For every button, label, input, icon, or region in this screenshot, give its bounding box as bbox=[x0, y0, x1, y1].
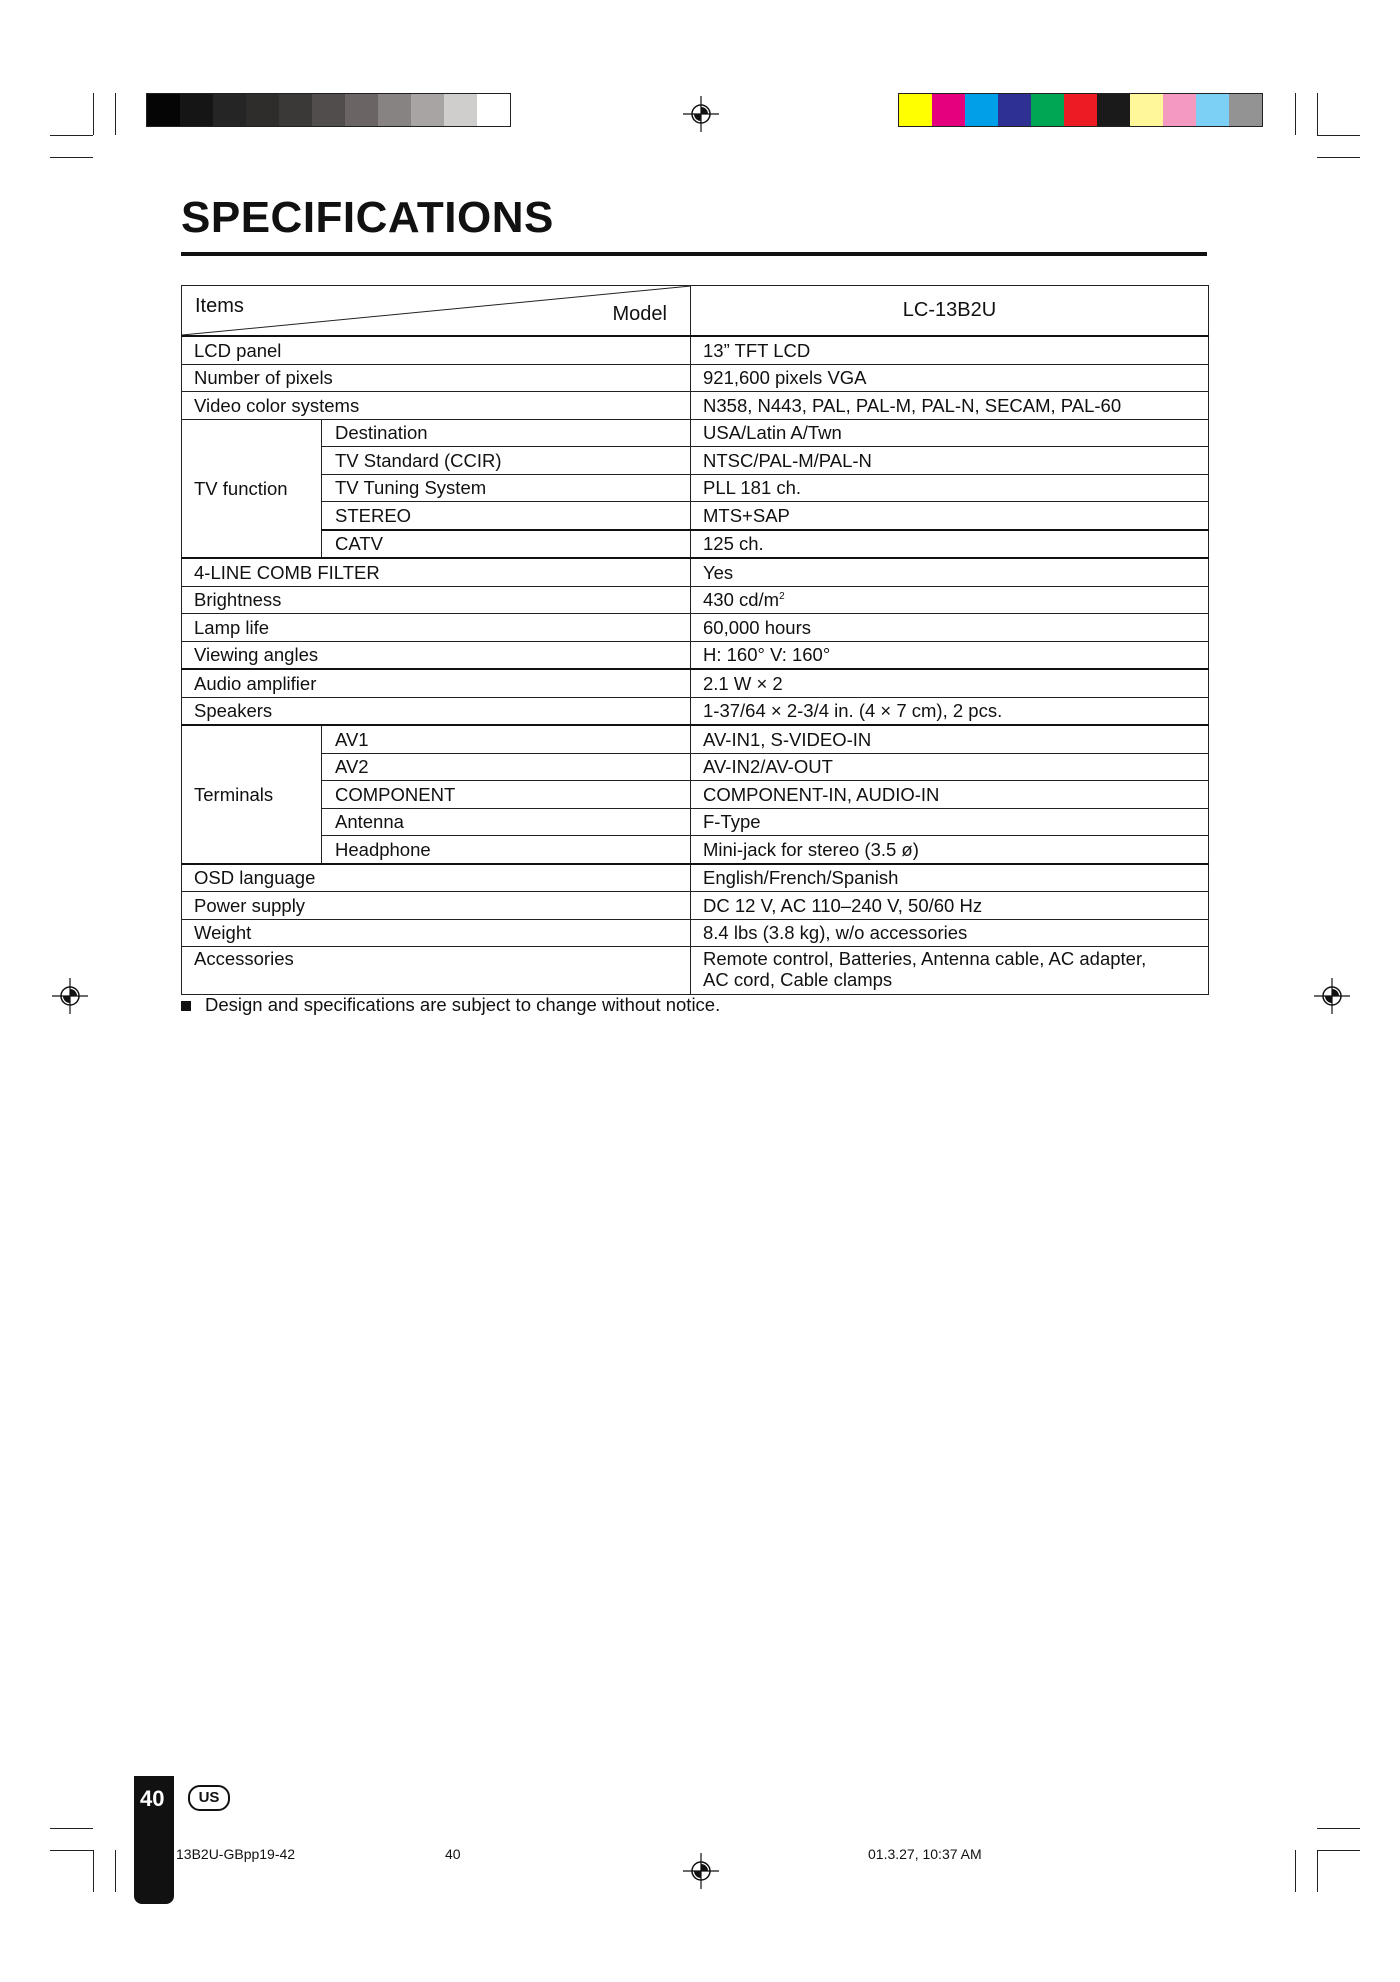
color-swatch bbox=[932, 94, 965, 126]
color-swatch bbox=[998, 94, 1031, 126]
spec-value: 2.1 W × 2 bbox=[691, 669, 1209, 697]
spec-label: OSD language bbox=[182, 864, 691, 892]
spec-value: F-Type bbox=[691, 808, 1209, 836]
crop-mark bbox=[1317, 1850, 1360, 1851]
spec-sub-label: TV Standard (CCIR) bbox=[322, 447, 691, 475]
title-rule bbox=[181, 252, 1207, 256]
spec-value: Yes bbox=[691, 558, 1209, 586]
spec-sub-label: Antenna bbox=[322, 808, 691, 836]
spec-value: 1-37/64 × 2-3/4 in. (4 × 7 cm), 2 pcs. bbox=[691, 697, 1209, 725]
footer-page: 40 bbox=[445, 1846, 461, 1862]
header-diagonal-cell bbox=[182, 286, 691, 337]
spec-value: Mini-jack for stereo (3.5 ø) bbox=[691, 836, 1209, 864]
footer-filename: 13B2U-GBpp19-42 bbox=[176, 1846, 296, 1862]
spec-label: Power supply bbox=[182, 892, 691, 920]
crop-mark bbox=[93, 1850, 94, 1892]
superscript: 2 bbox=[779, 591, 785, 603]
table-row bbox=[182, 836, 1209, 864]
crop-mark bbox=[1317, 135, 1360, 136]
table-row bbox=[182, 919, 1209, 947]
spec-label: Brightness bbox=[182, 586, 691, 614]
spec-value: PLL 181 ch. bbox=[691, 474, 1209, 502]
table-row bbox=[182, 586, 1209, 614]
region-badge: US bbox=[188, 1785, 230, 1811]
spec-group-label: TV function bbox=[182, 419, 322, 558]
color-swatch bbox=[1031, 94, 1064, 126]
table-row bbox=[182, 392, 1209, 420]
table-row bbox=[182, 447, 1209, 475]
gray-swatch bbox=[180, 94, 213, 126]
table-row bbox=[182, 614, 1209, 642]
gray-swatch bbox=[444, 94, 477, 126]
table-row bbox=[182, 725, 1209, 753]
registration-mark-icon bbox=[1314, 978, 1350, 1014]
spec-value: AV-IN1, S-VIDEO-IN bbox=[691, 725, 1209, 753]
color-swatch bbox=[1196, 94, 1229, 126]
spec-sub-label: Destination bbox=[322, 419, 691, 447]
table-row bbox=[182, 502, 1209, 530]
spec-label: 4-LINE COMB FILTER bbox=[182, 558, 691, 586]
footnote bbox=[181, 994, 720, 1016]
spec-value: DC 12 V, AC 110–240 V, 50/60 Hz bbox=[691, 892, 1209, 920]
color-swatch bbox=[965, 94, 998, 126]
crop-mark bbox=[1295, 1850, 1296, 1892]
spec-group-label: Terminals bbox=[182, 725, 322, 864]
table-row bbox=[182, 530, 1209, 559]
table-header-row bbox=[182, 286, 1209, 337]
color-calibration-bar bbox=[898, 93, 1263, 127]
spec-value: H: 160° V: 160° bbox=[691, 641, 1209, 669]
color-swatch bbox=[899, 94, 932, 126]
bullet-square-icon bbox=[181, 1001, 191, 1011]
page-title: SPECIFICATIONS bbox=[181, 193, 554, 242]
spec-sub-label: STEREO bbox=[322, 502, 691, 530]
header-items-label: Items bbox=[195, 295, 244, 317]
registration-mark-icon bbox=[52, 978, 88, 1014]
spec-label: Viewing angles bbox=[182, 641, 691, 669]
accessories-line-1: Remote control, Batteries, Antenna cable, AC adapter, bbox=[703, 948, 1147, 969]
table-row bbox=[182, 419, 1209, 447]
page-number: 40 bbox=[140, 1786, 165, 1811]
table-row bbox=[182, 753, 1209, 781]
table-row bbox=[182, 947, 1209, 995]
crop-mark bbox=[1317, 1828, 1360, 1829]
gray-swatch bbox=[147, 94, 180, 126]
gray-swatch bbox=[345, 94, 378, 126]
crop-mark bbox=[115, 1850, 116, 1892]
color-swatch bbox=[1097, 94, 1130, 126]
spec-label: Weight bbox=[182, 919, 691, 947]
spec-label: Accessories bbox=[182, 947, 691, 995]
spec-value: 60,000 hours bbox=[691, 614, 1209, 642]
crop-mark bbox=[93, 93, 94, 135]
grayscale-calibration-bar bbox=[146, 93, 511, 127]
gray-swatch bbox=[312, 94, 345, 126]
crop-mark bbox=[1295, 93, 1296, 135]
gray-swatch bbox=[213, 94, 246, 126]
table-row bbox=[182, 558, 1209, 586]
spec-value bbox=[691, 586, 1209, 614]
table-row bbox=[182, 781, 1209, 809]
color-swatch bbox=[1229, 94, 1262, 126]
spec-label: Video color systems bbox=[182, 392, 691, 420]
spec-value: AV-IN2/AV-OUT bbox=[691, 753, 1209, 781]
gray-swatch bbox=[246, 94, 279, 126]
spec-sub-label: COMPONENT bbox=[322, 781, 691, 809]
crop-mark bbox=[50, 157, 93, 158]
spec-value: English/French/Spanish bbox=[691, 864, 1209, 892]
spec-value: MTS+SAP bbox=[691, 502, 1209, 530]
gray-swatch bbox=[477, 94, 510, 126]
table-row bbox=[182, 864, 1209, 892]
spec-value: N358, N443, PAL, PAL-M, PAL-N, SECAM, PAL-60 bbox=[691, 392, 1209, 420]
gray-swatch bbox=[378, 94, 411, 126]
registration-mark-icon bbox=[683, 96, 719, 132]
table-row bbox=[182, 892, 1209, 920]
color-swatch bbox=[1163, 94, 1196, 126]
crop-mark bbox=[50, 135, 93, 136]
footnote-text: Design and specifications are subject to change without notice. bbox=[205, 994, 721, 1015]
table-row bbox=[182, 474, 1209, 502]
spec-value: NTSC/PAL-M/PAL-N bbox=[691, 447, 1209, 475]
spec-sub-label: TV Tuning System bbox=[322, 474, 691, 502]
gray-swatch bbox=[279, 94, 312, 126]
spec-value: 13” TFT LCD bbox=[691, 336, 1209, 364]
crop-mark bbox=[1317, 157, 1360, 158]
table-row bbox=[182, 364, 1209, 392]
spec-sub-label: Headphone bbox=[322, 836, 691, 864]
spec-value: 125 ch. bbox=[691, 530, 1209, 559]
color-swatch bbox=[1130, 94, 1163, 126]
crop-mark bbox=[1317, 1850, 1318, 1892]
table-row bbox=[182, 697, 1209, 725]
spec-label: LCD panel bbox=[182, 336, 691, 364]
spec-sub-label: AV1 bbox=[322, 725, 691, 753]
spec-value bbox=[691, 947, 1209, 995]
table-row bbox=[182, 808, 1209, 836]
color-swatch bbox=[1064, 94, 1097, 126]
brightness-value: 430 cd/m bbox=[703, 589, 780, 611]
spec-label: Lamp life bbox=[182, 614, 691, 642]
spec-value: 8.4 lbs (3.8 kg), w/o accessories bbox=[691, 919, 1209, 947]
spec-sub-label: CATV bbox=[322, 530, 691, 559]
spec-value: 921,600 pixels VGA bbox=[691, 364, 1209, 392]
specifications-table bbox=[181, 285, 1209, 995]
spec-label: Speakers bbox=[182, 697, 691, 725]
crop-mark bbox=[50, 1828, 93, 1829]
spec-sub-label: AV2 bbox=[322, 753, 691, 781]
table-row bbox=[182, 336, 1209, 364]
spec-label: Number of pixels bbox=[182, 364, 691, 392]
spec-value: COMPONENT-IN, AUDIO-IN bbox=[691, 781, 1209, 809]
crop-mark bbox=[50, 1850, 93, 1851]
gray-swatch bbox=[411, 94, 444, 126]
model-name: LC-13B2U bbox=[691, 286, 1209, 337]
spec-label: Audio amplifier bbox=[182, 669, 691, 697]
crop-mark bbox=[115, 93, 116, 135]
spec-value: USA/Latin A/Twn bbox=[691, 419, 1209, 447]
crop-mark bbox=[1317, 93, 1318, 135]
table-row bbox=[182, 669, 1209, 697]
accessories-line-2: AC cord, Cable clamps bbox=[703, 969, 893, 990]
registration-mark-icon bbox=[683, 1853, 719, 1889]
footer-timestamp: 01.3.27, 10:37 AM bbox=[868, 1846, 982, 1862]
table-row bbox=[182, 641, 1209, 669]
header-model-label: Model bbox=[612, 303, 667, 325]
